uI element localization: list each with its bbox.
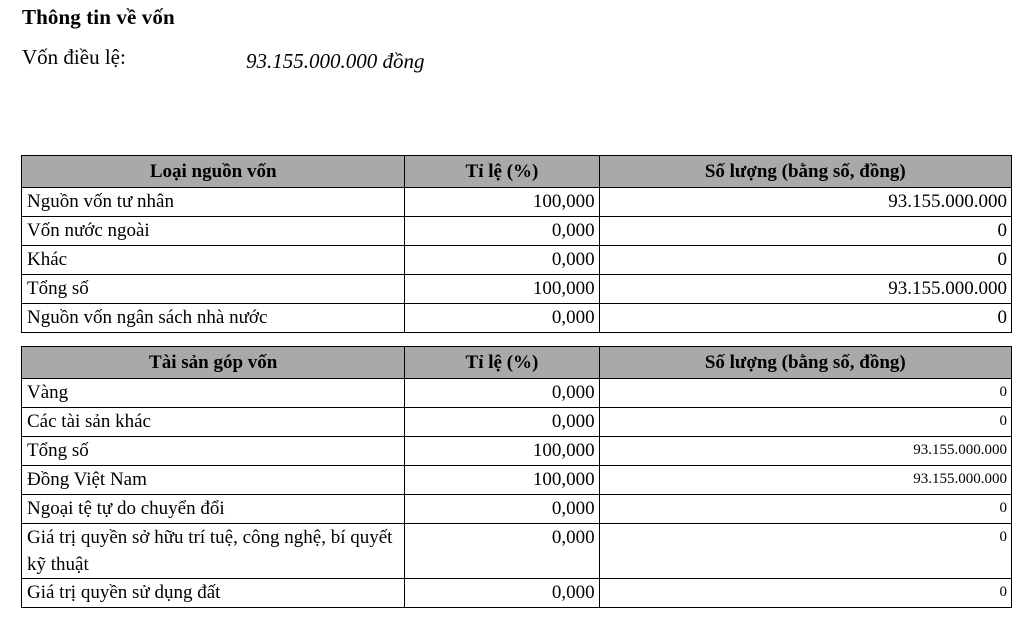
cell-rate: 100,000 [405,275,599,304]
cell-amount: 93.155.000.000 [599,466,1011,495]
cell-amount: 0 [599,495,1011,524]
cell-asset-type: Giá trị quyền sở hữu trí tuệ, công nghệ, bí quyết kỹ thuật [22,524,405,579]
table-row [22,437,1012,466]
table-row [22,524,1012,579]
table-row [22,217,1012,246]
table-header-row [22,347,1012,379]
table-row [22,579,1012,608]
table-row [22,495,1012,524]
charter-capital-row [22,45,582,115]
column-header-rate: Tỉ lệ (%) [405,347,599,379]
cell-rate: 100,000 [405,466,599,495]
table-row [22,304,1012,333]
cell-source-type: Khác [22,246,405,275]
cell-asset-type: Giá trị quyền sử dụng đất [22,579,405,608]
cell-rate: 0,000 [405,217,599,246]
cell-source-type: Nguồn vốn ngân sách nhà nước [22,304,405,333]
cell-rate: 0,000 [405,579,599,608]
cell-rate: 0,000 [405,524,599,579]
cell-amount: 93.155.000.000 [599,275,1011,304]
cell-amount: 93.155.000.000 [599,437,1011,466]
cell-amount: 0 [599,579,1011,608]
page-title: Thông tin về vốn [22,5,175,29]
table-header-row [22,156,1012,188]
column-header-asset-type: Tài sản góp vốn [22,347,405,379]
cell-rate: 0,000 [405,304,599,333]
cell-amount: 0 [599,408,1011,437]
cell-asset-type: Các tài sản khác [22,408,405,437]
capital-assets-table [21,346,1012,608]
cell-amount: 0 [599,524,1011,579]
cell-source-type: Vốn nước ngoài [22,217,405,246]
cell-rate: 0,000 [405,246,599,275]
column-header-amount: Số lượng (bằng số, đồng) [599,347,1011,379]
cell-rate: 100,000 [405,188,599,217]
cell-amount: 0 [599,217,1011,246]
cell-amount: 0 [599,304,1011,333]
column-header-rate: Tỉ lệ (%) [405,156,599,188]
charter-capital-label: Vốn điều lệ: [22,45,126,69]
table-row [22,379,1012,408]
cell-amount: 0 [599,246,1011,275]
table-row [22,246,1012,275]
table-row [22,275,1012,304]
cell-source-type: Nguồn vốn tư nhân [22,188,405,217]
cell-rate: 100,000 [405,437,599,466]
cell-asset-type: Vàng [22,379,405,408]
cell-rate: 0,000 [405,408,599,437]
cell-asset-type: Đồng Việt Nam [22,466,405,495]
column-header-source-type: Loại nguồn vốn [22,156,405,188]
cell-amount: 93.155.000.000 [599,188,1011,217]
cell-rate: 0,000 [405,495,599,524]
cell-amount: 0 [599,379,1011,408]
cell-asset-type: Tổng số [22,437,405,466]
table-row [22,408,1012,437]
cell-source-type: Tổng số [22,275,405,304]
charter-capital-value: 93.155.000.000 đồng [246,49,425,73]
cell-rate: 0,000 [405,379,599,408]
column-header-amount: Số lượng (bằng số, đồng) [599,156,1011,188]
cell-asset-type: Ngoại tệ tự do chuyển đổi [22,495,405,524]
table-row [22,188,1012,217]
table-row [22,466,1012,495]
capital-sources-table [21,155,1012,333]
